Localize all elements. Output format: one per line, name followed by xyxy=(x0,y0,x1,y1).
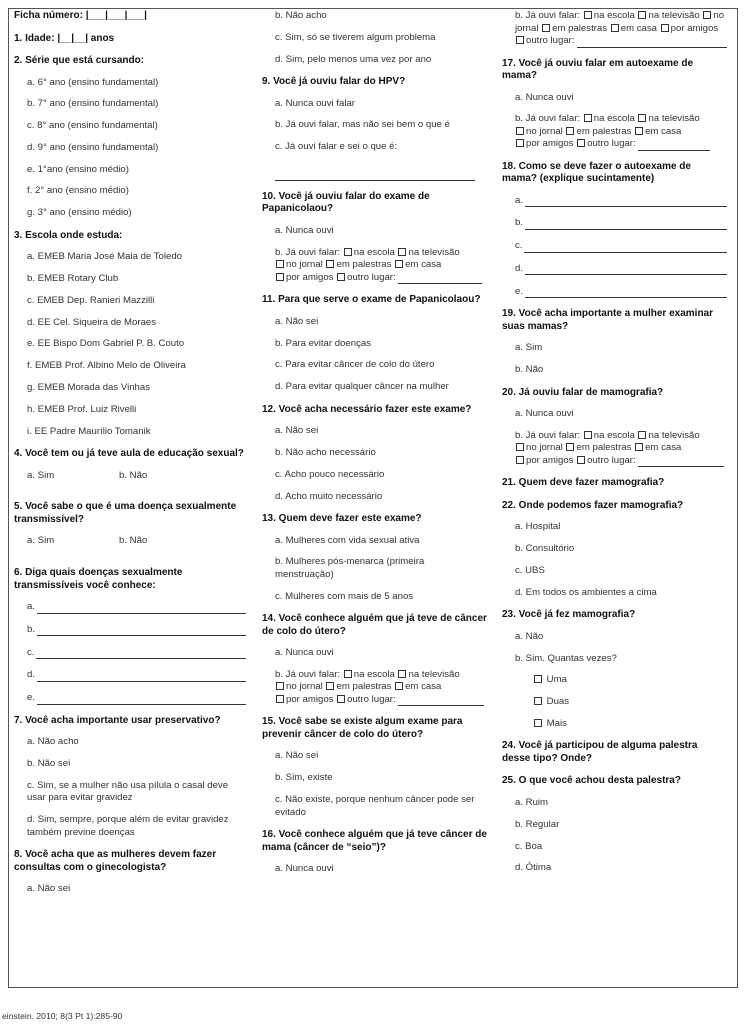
question-7: 7. Você acha importante usar preservativo? xyxy=(14,714,221,726)
q7-option-text: usar para evitar gravidez xyxy=(27,792,133,804)
heard-journal: no jornal xyxy=(526,125,563,137)
heard-tv: na televisão xyxy=(648,113,700,125)
q25-option[interactable]: d. Ótima xyxy=(515,862,552,874)
q11-option[interactable]: d. Para evitar qualquer câncer na mulher xyxy=(275,381,449,393)
question-24: 24. Você já participou de alguma palestra desse tipo? Onde? xyxy=(502,740,698,764)
question-8: 8. Você acha que as mulheres devem fazer consultas com o ginecologista? xyxy=(14,849,217,873)
q3-option[interactable]: f. EMEB Prof. Albino Melo de Oliveira xyxy=(27,360,186,372)
heard-other: outro lugar: xyxy=(526,35,575,46)
age-field[interactable]: |__|__| xyxy=(57,32,88,44)
answer-line[interactable] xyxy=(525,288,727,298)
q15-options xyxy=(262,750,492,819)
heard-friends: por amigos xyxy=(670,22,719,34)
q23-sub-option[interactable] xyxy=(533,674,727,687)
q6-letter: d. xyxy=(27,669,36,681)
q23-option[interactable]: a. Não xyxy=(515,630,544,642)
q7-option-text: também previne doenças xyxy=(27,826,135,838)
q23-option[interactable]: b. Sim. Quantas vezes? xyxy=(515,652,617,664)
q22-option[interactable]: b. Consultório xyxy=(515,543,575,555)
heard-friends: por amigos xyxy=(526,138,574,150)
q15-option[interactable]: b. Sim, existe xyxy=(275,772,333,784)
q2-options xyxy=(14,77,246,220)
question-10: 10. Você já ouviu falar do exame de Papanicolaou? xyxy=(262,190,430,215)
q8-option[interactable]: c. Sim, só se tiverem algum problema xyxy=(275,31,436,43)
q9-option[interactable]: b. Já ouvi falar, mas não sei bem o que é xyxy=(275,119,450,131)
q4-option-yes[interactable]: a. Sim xyxy=(27,469,55,481)
checkbox[interactable] xyxy=(395,682,403,690)
heard-lectures: em palestras xyxy=(576,442,632,454)
heard-school: na escola xyxy=(593,429,635,441)
heard-school: na escola xyxy=(593,10,635,21)
checkbox[interactable] xyxy=(638,431,646,439)
q3-option[interactable]: b. EMEB Rotary Club xyxy=(27,273,119,285)
checkbox[interactable] xyxy=(566,127,574,135)
heard-school: na escola xyxy=(353,246,395,258)
middle-column xyxy=(262,10,492,885)
checkbox[interactable] xyxy=(638,114,646,122)
question-16: 16. Você conhece alguém que já teve câncer de mama (câncer de “seio”)? xyxy=(262,829,487,853)
question-1 xyxy=(14,33,246,46)
q13-options xyxy=(262,535,492,604)
q18-letter: b. xyxy=(515,217,524,229)
heard-friends: por amigos xyxy=(286,271,334,283)
heard-lectures: em palestras xyxy=(336,259,392,271)
heard-journal: jornal xyxy=(515,22,539,34)
q23-sub-label: Uma xyxy=(546,674,567,686)
heard-lectures: em palestras xyxy=(552,22,608,34)
q18-answer-lines xyxy=(502,195,727,298)
heard-tv: na televisão xyxy=(408,668,460,680)
q14-option-heard xyxy=(275,669,492,707)
q16-options xyxy=(262,863,492,876)
q18-answer-row[interactable] xyxy=(515,240,727,253)
q18-answer-row[interactable] xyxy=(515,263,727,276)
heard-prefix: b. Já ouvi falar: xyxy=(275,246,341,258)
q6-answer-row[interactable] xyxy=(27,647,246,660)
answer-line[interactable] xyxy=(524,243,727,253)
question-25: 25. O que você achou desta palestra? xyxy=(502,775,681,787)
q18-answer-row[interactable] xyxy=(515,217,727,230)
q6-answer-row[interactable] xyxy=(27,692,246,705)
question-5: 5. Você sabe o que é uma doença sexualmente transmissível? xyxy=(14,501,237,525)
checkbox[interactable] xyxy=(534,719,542,727)
ficha-number-field[interactable]: |___|___|___| xyxy=(85,10,147,21)
q3-options xyxy=(14,251,246,438)
checkbox[interactable] xyxy=(584,11,592,19)
answer-line[interactable] xyxy=(37,672,246,682)
heard-home: em casa xyxy=(405,681,442,693)
q10-options xyxy=(262,225,492,284)
q6-answer-row[interactable] xyxy=(27,669,246,682)
q18-answer-row[interactable] xyxy=(515,195,727,208)
checkbox[interactable] xyxy=(337,273,345,281)
q23-sub-label: Mais xyxy=(546,717,567,729)
q19-options xyxy=(502,342,727,376)
q10-option[interactable]: a. Nunca ouvi xyxy=(275,224,334,236)
q20-option-heard xyxy=(515,430,727,468)
answer-line[interactable] xyxy=(398,274,482,284)
q12-option[interactable]: c. Acho pouco necessário xyxy=(275,468,385,480)
q3-option[interactable]: i. EE Padre Maurílio Tomanik xyxy=(27,425,151,437)
q15-option-text: c. Não existe, porque nenhum câncer pode ser xyxy=(275,794,475,806)
left-column xyxy=(14,10,246,905)
q3-option[interactable]: h. EMEB Prof. Luiz Rivelli xyxy=(27,403,137,415)
q6-letter: e. xyxy=(27,692,36,703)
heard-home: em casa xyxy=(405,259,442,271)
q23-options xyxy=(502,631,727,731)
q7-option[interactable]: a. Não acho xyxy=(27,736,79,748)
checkbox[interactable] xyxy=(398,670,406,678)
answer-line[interactable] xyxy=(37,626,246,636)
ficha-label: Ficha número: xyxy=(14,10,83,21)
q8-option[interactable]: a. Não sei xyxy=(27,883,71,895)
checkbox[interactable] xyxy=(577,139,585,147)
question-2: 2. Série que está cursando: xyxy=(14,55,145,66)
q5-option-no[interactable]: b. Não xyxy=(119,535,148,547)
q16-options-continued xyxy=(502,10,727,48)
q2-option[interactable]: a. 6° ano (ensino fundamental) xyxy=(27,76,159,88)
checkbox[interactable] xyxy=(516,36,524,44)
q13-option-text: b. Mulheres pós-menarca (primeira xyxy=(275,556,425,568)
heard-friends: por amigos xyxy=(286,693,334,705)
q25-option[interactable]: a. Ruim xyxy=(515,796,549,808)
answer-line[interactable] xyxy=(37,695,246,705)
q23-sub-label: Duas xyxy=(546,696,570,708)
checkbox[interactable] xyxy=(276,682,284,690)
heard-tv: na televisão xyxy=(408,246,460,258)
heard-journal: no jornal xyxy=(526,442,563,454)
question-15: 15. Você sabe se existe algum exame para prevenir câncer de colo do útero? xyxy=(262,716,463,740)
q1-label: 1. Idade: xyxy=(14,32,55,44)
question-19: 19. Você acha importante a mulher examinar suas mamas? xyxy=(502,308,714,332)
checkbox[interactable] xyxy=(661,24,669,32)
heard-school: na escola xyxy=(353,668,395,680)
q16-option-heard xyxy=(515,10,727,48)
answer-line[interactable] xyxy=(525,220,727,230)
answer-line[interactable] xyxy=(36,649,246,659)
q17-option-heard xyxy=(515,113,727,151)
checkbox[interactable] xyxy=(344,248,352,256)
q8-option[interactable]: b. Não acho xyxy=(275,10,327,21)
question-17: 17. Você já ouviu falar em autoexame de mama? xyxy=(502,57,694,81)
checkbox[interactable] xyxy=(516,139,524,147)
checkbox[interactable] xyxy=(276,273,284,281)
q3-option[interactable]: c. EMEB Dep. Ranieri Mazzilli xyxy=(27,294,155,306)
heard-tv: na televisão xyxy=(648,10,700,21)
q15-option[interactable] xyxy=(275,794,492,819)
q2-option[interactable]: f. 2° ano (ensino médio) xyxy=(27,185,129,197)
q18-answer-row[interactable] xyxy=(515,286,727,299)
footer-citation: einstein. 2010; 8(3 Pt 1):285-90 xyxy=(2,1011,123,1021)
q14-option[interactable]: a. Nunca ouvi xyxy=(275,647,334,659)
question-21: 21. Quem deve fazer mamografia? xyxy=(502,477,665,489)
q22-option[interactable]: a. Hospital xyxy=(515,521,561,533)
q7-option-text: d. Sim, sempre, porque além de evitar gravidez xyxy=(27,814,229,826)
heard-friends: por amigos xyxy=(526,454,574,466)
heard-prefix: b. Já ouvi falar: xyxy=(515,10,581,21)
question-23: 23. Você já fez mamografia? xyxy=(502,609,636,621)
q11-options xyxy=(262,316,492,394)
question-4: 4. Você tem ou já teve aula de educação sexual? xyxy=(14,448,244,460)
checkbox[interactable] xyxy=(276,695,284,703)
checkbox[interactable] xyxy=(542,24,550,32)
q6-letter: b. xyxy=(27,623,36,635)
heard-home: em casa xyxy=(620,22,657,34)
q4-options xyxy=(14,470,246,492)
q20-option[interactable]: a. Nunca ouvi xyxy=(515,408,574,420)
right-column xyxy=(502,10,727,884)
question-12: 12. Você acha necessário fazer este exame? xyxy=(262,403,472,415)
q7-option[interactable] xyxy=(27,780,246,805)
q25-option[interactable]: c. Boa xyxy=(515,840,543,852)
q22-option[interactable]: c. UBS xyxy=(515,564,545,576)
question-11: 11. Para que serve o exame de Papanicolaou? xyxy=(262,294,481,306)
q2-option[interactable]: c. 8° ano (ensino fundamental) xyxy=(27,120,158,132)
q13-option[interactable]: c. Mulheres com mais de 5 anos xyxy=(275,590,414,602)
q6-answer-row[interactable] xyxy=(27,624,246,637)
q4-option-no[interactable]: b. Não xyxy=(119,469,148,481)
answer-line[interactable] xyxy=(525,197,727,207)
q18-letter: a. xyxy=(515,194,524,206)
checkbox[interactable] xyxy=(516,443,524,451)
q1-suffix: anos xyxy=(90,32,115,44)
q5-options xyxy=(14,535,246,557)
q9-option[interactable]: a. Nunca ouvi falar xyxy=(275,97,355,109)
checkbox[interactable] xyxy=(635,127,643,135)
checkbox[interactable] xyxy=(344,670,352,678)
q11-option[interactable]: c. Para evitar câncer de colo do útero xyxy=(275,359,435,371)
checkbox[interactable] xyxy=(276,260,284,268)
answer-line[interactable] xyxy=(638,141,710,151)
q22-options xyxy=(502,521,727,599)
checkbox[interactable] xyxy=(398,248,406,256)
q18-letter: e. xyxy=(515,285,524,297)
checkbox[interactable] xyxy=(534,697,542,705)
heard-prefix: b. Já ouvi falar: xyxy=(275,668,341,680)
answer-line[interactable] xyxy=(525,265,727,275)
q3-option[interactable]: d. EE Cel. Siqueira de Moraes xyxy=(27,316,157,328)
heard-lectures: em palestras xyxy=(336,681,392,693)
checkbox[interactable] xyxy=(584,114,592,122)
question-20: 20. Já ouviu falar de mamografia? xyxy=(502,386,664,398)
q9-option[interactable]: c. Já ouvi falar e sei o que é: xyxy=(275,141,398,153)
heard-journal: no jornal xyxy=(286,259,323,271)
q8-options-start xyxy=(14,883,246,896)
heard-no: no xyxy=(713,10,725,21)
heard-prefix: b. Já ouvi falar: xyxy=(515,429,581,441)
checkbox[interactable] xyxy=(516,456,524,464)
q16-option[interactable]: a. Nunca ouvi xyxy=(275,863,334,875)
question-9: 9. Você já ouviu falar do HPV? xyxy=(262,76,406,88)
q13-option[interactable] xyxy=(275,556,492,581)
heard-school: na escola xyxy=(593,113,635,125)
q6-letter: a. xyxy=(27,601,36,613)
q6-answer-row[interactable] xyxy=(27,601,246,614)
checkbox[interactable] xyxy=(635,443,643,451)
checkbox[interactable] xyxy=(337,695,345,703)
checkbox[interactable] xyxy=(611,24,619,32)
q15-option-text: evitado xyxy=(275,806,306,818)
checkbox[interactable] xyxy=(326,260,334,268)
q12-option[interactable]: d. Acho muito necessário xyxy=(275,490,383,502)
q13-option[interactable]: a. Mulheres com vida sexual ativa xyxy=(275,534,420,546)
heard-tv: na televisão xyxy=(648,429,700,441)
q25-options xyxy=(502,797,727,875)
question-6: 6. Diga quais doenças sexualmente transmissíveis você conhece: xyxy=(14,567,183,591)
answer-line[interactable] xyxy=(398,696,484,706)
q18-letter: d. xyxy=(515,262,524,274)
checkbox[interactable] xyxy=(638,11,646,19)
heard-prefix: b. Já ouvi falar: xyxy=(515,113,581,125)
q25-option[interactable]: b. Regular xyxy=(515,818,560,830)
q11-option[interactable]: a. Não sei xyxy=(275,315,319,327)
checkbox[interactable] xyxy=(703,11,711,19)
heard-other: outro lugar: xyxy=(587,454,636,466)
q11-option[interactable]: b. Para evitar doenças xyxy=(275,337,371,349)
answer-line[interactable] xyxy=(37,604,246,614)
q12-option[interactable]: b. Não acho necessário xyxy=(275,446,376,458)
answer-line[interactable] xyxy=(275,163,475,181)
q12-option[interactable]: a. Não sei xyxy=(275,425,319,437)
q20-options xyxy=(502,408,727,467)
checkbox[interactable] xyxy=(326,682,334,690)
q15-option[interactable]: a. Não sei xyxy=(275,750,319,762)
q19-option[interactable]: b. Não xyxy=(515,364,544,376)
q7-options xyxy=(14,736,246,839)
answer-line[interactable] xyxy=(577,38,727,48)
q5-option-yes[interactable]: a. Sim xyxy=(27,535,55,547)
q3-option[interactable]: e. EE Bispo Dom Gabriel P. B. Couto xyxy=(27,338,185,350)
q2-option[interactable]: b. 7° ano (ensino fundamental) xyxy=(27,98,159,110)
q3-option[interactable]: g. EMEB Morada das Vinhas xyxy=(27,382,151,394)
q2-option[interactable]: d. 9° ano (ensino fundamental) xyxy=(27,141,159,153)
q10-option-heard xyxy=(275,247,492,285)
checkbox[interactable] xyxy=(577,456,585,464)
q17-options xyxy=(502,92,727,151)
heard-other: outro lugar: xyxy=(587,138,636,150)
checkbox[interactable] xyxy=(534,675,542,683)
checkbox[interactable] xyxy=(395,260,403,268)
q14-options xyxy=(262,647,492,706)
q7-option[interactable] xyxy=(27,814,246,839)
question-13: 13. Quem deve fazer este exame? xyxy=(262,513,422,525)
question-3: 3. Escola onde estuda: xyxy=(14,229,123,241)
q6-letter: c. xyxy=(27,646,35,658)
q8-option[interactable]: d. Sim, pelo menos uma vez por ano xyxy=(275,53,432,65)
q23-sub-options xyxy=(515,674,727,730)
heard-home: em casa xyxy=(645,125,682,137)
question-18: 18. Como se deve fazer o autoexame de mama? (explique sucintamente) xyxy=(502,160,691,185)
q13-option-text: menstruação) xyxy=(275,568,334,580)
q19-option[interactable]: a. Sim xyxy=(515,342,543,354)
q23-sub-option[interactable] xyxy=(533,718,727,731)
question-22: 22. Onde podemos fazer mamografia? xyxy=(502,499,684,511)
answer-line[interactable] xyxy=(638,457,724,467)
q22-option[interactable]: d. Em todos os ambientes a cima xyxy=(515,586,657,598)
heard-other: outro lugar: xyxy=(347,271,396,283)
q6-answer-lines xyxy=(14,601,246,704)
heard-home: em casa xyxy=(645,442,682,454)
heard-other: outro lugar: xyxy=(347,693,396,705)
q2-option[interactable]: g. 3° ano (ensino médio) xyxy=(27,207,132,219)
heard-journal: no jornal xyxy=(286,681,323,693)
checkbox[interactable] xyxy=(516,127,524,135)
q7-option-text: c. Sim, se a mulher não usa pílula o casal deve xyxy=(27,779,229,791)
q2-option[interactable]: e. 1°ano (ensino médio) xyxy=(27,163,129,175)
question-14: 14. Você conhece alguém que já teve de câncer de colo do útero? xyxy=(262,613,487,637)
checkbox[interactable] xyxy=(584,431,592,439)
q23-sub-option[interactable] xyxy=(533,696,727,709)
heard-lectures: em palestras xyxy=(576,125,632,137)
q3-option[interactable]: a. EMEB Maria José Maia de Toledo xyxy=(27,251,182,263)
q17-option[interactable]: a. Nunca ouvi xyxy=(515,91,574,103)
q7-option[interactable]: b. Não sei xyxy=(27,757,71,769)
q18-letter: c. xyxy=(515,240,523,252)
checkbox[interactable] xyxy=(566,443,574,451)
q8-options-continued xyxy=(262,10,492,66)
ficha-number xyxy=(14,10,246,23)
q9-options xyxy=(262,98,492,181)
q12-options xyxy=(262,425,492,503)
